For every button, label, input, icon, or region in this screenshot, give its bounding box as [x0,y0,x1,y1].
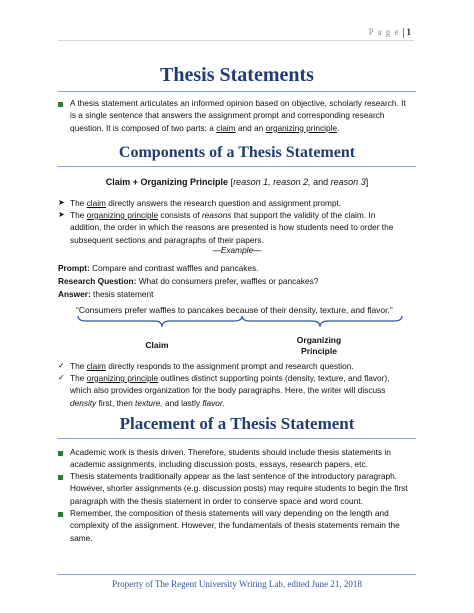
placement-bullet-1 [70,446,420,471]
check-item-organizing [70,372,420,409]
organizing-principle-label [284,335,354,357]
formula-italic: reason 1, reason 2, [233,177,311,187]
arrow-item-organizing [70,209,420,246]
text: The [70,198,87,208]
formula-text: ] [365,177,369,187]
line: However, shorter assignments (e.g. discussion posts) may require students to begin the first [70,483,408,494]
line: academic assignments, including discussion posts, essays, research papers, etc. [70,459,368,470]
prompt-label: Prompt: [58,263,90,273]
formula-text: and [310,177,331,187]
brace-diagram [76,315,406,329]
line [70,209,420,221]
arrow-bullet-icon: ➤ [58,198,65,207]
prompt-line [58,262,258,274]
arrow-bullet-icon: ➤ [58,210,65,219]
check-icon: ✓ [58,373,65,382]
page-label: P a g e [368,27,400,37]
answer-label: Answer: [58,289,91,299]
line: same. [70,532,93,543]
text: directly responds to the assignment prompt and research question. [105,361,354,371]
header-separator [403,28,404,38]
placement-heading: Placement of a Thesis Statement [119,414,355,433]
intro-line: is a single sentence that answers the assignment prompt and corresponding research [70,110,385,121]
research-question-line [58,275,318,287]
text: consists of [158,210,202,220]
intro-text: . [337,122,340,133]
prompt-text: Compare and contrast waffles and pancakes. [89,263,259,273]
line: paragraph with the thesis statement in order to conserve space and word count. [70,495,363,506]
page-title: Thesis Statements [160,64,314,86]
text: flavor [202,397,223,408]
claim-label: Claim [145,340,169,350]
components-heading: Components of a Thesis Statement [118,144,356,161]
check-item-claim [70,360,420,372]
text: density [70,397,97,408]
text: that support the validity of the claim. In [231,210,376,220]
intro-line [70,122,420,134]
title-rule [58,91,416,92]
line: Thesis statements traditionally appear as the last sentence of the introductory paragraph. [70,471,397,481]
research-question-label: Research Question: [58,276,137,286]
text: outlines distinct supporting points (density, texture, and flavor), [158,373,390,383]
formula [0,177,474,187]
claim-term: claim [86,198,106,208]
answer-line [58,288,153,300]
square-bullet-icon [58,102,63,107]
components-rule [58,166,416,167]
footer-rule [58,574,416,575]
label-line: Organizing [296,335,342,345]
research-question-text: What do consumers prefer, waffles or pancakes? [136,276,319,286]
claim-term: claim [216,122,236,133]
line: Academic work is thesis driven. Therefore, students should include thesis statements in [70,447,391,457]
text: and lastly [162,397,203,408]
example-label: —Example— [212,245,262,255]
formula-text: [ [228,177,234,187]
line: Remember, the composition of thesis statements will vary depending on the length and [70,508,389,518]
organizing-principle-brace [242,316,402,327]
intro-paragraph [70,97,420,134]
formula-bold: Claim + Organizing Principle [105,177,229,187]
claim-brace [78,316,242,327]
intro-text: question. It is composed of two parts: a [70,122,217,133]
line: addition, the order in which the reasons are presented is how students need to order the [70,222,394,233]
square-bullet-icon [58,475,63,480]
line: subsequent sections and paragraphs of their papers. [70,234,264,245]
text: texture, [135,397,163,408]
intro-text: and an [235,122,266,133]
line: complexity of the assignment. However, the fundamentals of thesis statements remain the [70,520,400,531]
text: The [70,210,87,220]
example-thesis-quote: “Consumers prefer waffles to pancakes because of their density, texture, and flavor.” [76,305,393,315]
placement-bullet-3 [70,507,420,544]
placement-bullet-2 [70,470,420,507]
line [70,372,420,384]
label-line: Principle [301,346,337,356]
header-rule [58,40,414,41]
organizing-principle-term: organizing principle [86,373,159,383]
footer: Property of The Regent University Writing Lab, edited June 21, 2018 [112,579,362,589]
text: first, then [96,397,136,408]
claim-term: claim [86,361,106,371]
text: . [222,397,225,408]
intro-line: A thesis statement articulates an informed opinion based on objective, scholarly research. It [70,98,406,108]
formula-italic: reason 3 [330,177,366,187]
organizing-principle-term: organizing principle [86,210,159,220]
line [70,397,420,409]
text: The [70,373,87,383]
text: The [70,361,87,371]
placement-rule [58,438,416,439]
answer-text: thesis statement [90,289,154,299]
page-header [369,27,412,38]
square-bullet-icon [58,451,63,456]
square-bullet-icon [58,512,63,517]
arrow-item-claim [70,197,420,209]
page-number: 1 [406,27,412,37]
check-icon: ✓ [58,361,65,370]
text: directly answers the research question and assignment prompt. [105,198,342,208]
organizing-principle-term: organizing principle [265,122,338,133]
text: reasons [201,210,232,220]
line: which also provides organization for the body paragraphs. Here, the writer will discuss [70,385,386,396]
